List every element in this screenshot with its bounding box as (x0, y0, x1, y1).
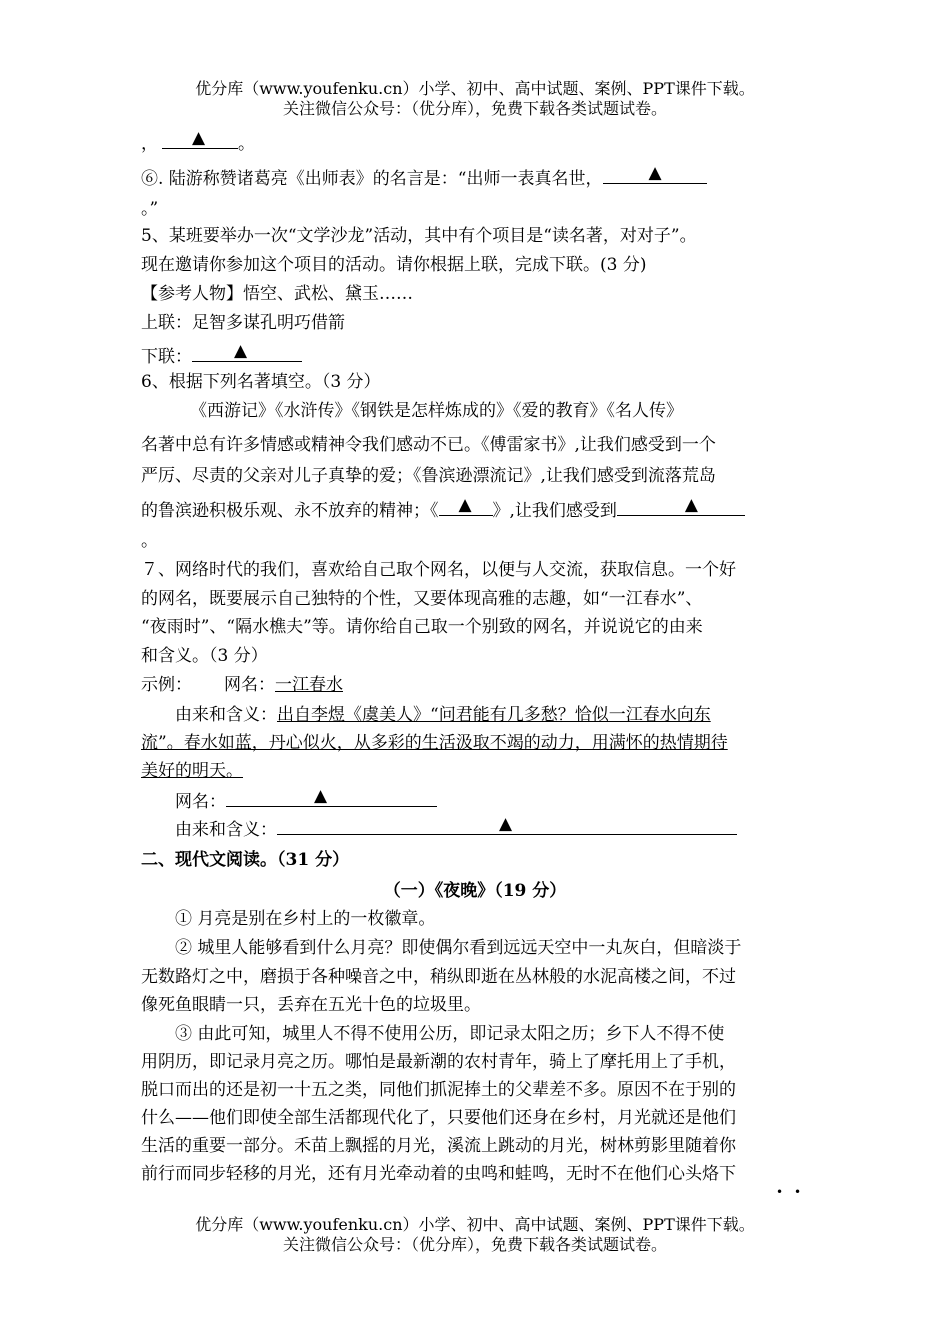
q7-line-4: 和含义。（3 分） (141, 646, 268, 666)
q7-answer-name: 网名： ▲ (175, 789, 437, 812)
paragraph-3-line-3: 脱口而出的还是初一十五之类，同他们抓泥捧土的父辈差不多。原因不在于别的 (141, 1080, 736, 1100)
paragraph-3-line-5: 生活的重要一部分。禾苗上飘摇的月光，溪流上跳动的月光，树林剪影里随着你 (141, 1136, 736, 1156)
answer-blank[interactable] (192, 341, 302, 362)
q7-origin-2: 流”。春水如蓝，丹心似火，从多彩的生活汲取不竭的动力，用满怀的热情期待 (141, 733, 728, 753)
q6-books: 《西游记》《水浒传》《钢铁是怎样炼成的》《爱的教育》《名人传》 (190, 401, 683, 421)
paragraph-2-line-2: 无数路灯之中，磨损于各种噪音之中，稍纵即逝在丛林般的水泥高楼之间，不过 (141, 967, 736, 987)
answer-blank[interactable] (603, 163, 707, 184)
header-line-2: 关注微信公众号：（优分库），免费下载各类试题试卷。 (282, 99, 667, 118)
footer-line-1: 优分库（www.youfenku.cn）小学、初中、高中试题、案例、PPT课件下载。 (195, 1215, 755, 1234)
header-line-1: 优分库（www.youfenku.cn）小学、初中、高中试题、案例、PPT课件下载。 (195, 79, 755, 98)
q5-line-2: 现在邀请你参加这个项目的活动。请你根据上联，完成下联。(3 分) (141, 255, 647, 275)
q6-line-3: 严厉、尽责的父亲对儿子真挚的爱；《鲁滨逊漂流记》,让我们感受到流落荒岛 (141, 466, 716, 486)
triangle-marker-icon: ▲ (314, 786, 328, 806)
answer-blank[interactable] (162, 128, 238, 149)
paragraph-3-line-4: 什么——他们即使全部生活都现代化了，只要他们还身在乡村，月光就还是他们 (141, 1108, 736, 1128)
q5-upper: 上联：足智多谋孔明巧借箭 (141, 313, 345, 333)
q4-continuation: ， ▲ 。 (141, 128, 255, 154)
footer-line-2: 关注微信公众号：（优分库），免费下载各类试题试卷。 (282, 1235, 667, 1254)
paragraph-3-line-6: 前行而同步轻移的月光，还有月光牵动着的虫鸣和蛙鸣，无时不在他们心头烙下 (141, 1164, 736, 1184)
triangle-marker-icon: ▲ (234, 341, 248, 361)
paragraph-2-line-3: 像死鱼眼睛一只，丢弃在五光十色的垃圾里。 (141, 995, 481, 1015)
q5-line-1: 5、某班要举办一次“文学沙龙”活动，其中有个项目是“读名著，对对子”。 (141, 226, 697, 246)
paragraph-2-line-1: ② 城里人能够看到什么月亮？即使偶尔看到远远天空中一丸灰白，但暗淡于 (175, 938, 742, 958)
q7-origin-1: 由来和含义：出自李煜《虞美人》“问君能有几多愁？恰似一江春水向东 (175, 705, 711, 725)
triangle-marker-icon: ▲ (684, 495, 698, 515)
q4-item6: ⑥. 陆游称赞诸葛亮《出师表》的名言是：“出师一表真名世， ▲ (141, 166, 707, 189)
paragraph-3-line-1: ③ 由此可知，城里人不得不使用公历，即记录太阳之历；乡下人不得不使 (175, 1024, 725, 1044)
answer-blank[interactable] (439, 495, 493, 516)
triangle-marker-icon: ▲ (499, 814, 513, 834)
q5-ref: 【参考人物】悟空、武松、黛玉…… (141, 284, 413, 304)
emphasis-dot-icon: • (794, 1185, 802, 1199)
q7-example: 示例： 网名：一江春水 (141, 675, 343, 695)
emphasis-dot-icon: • (776, 1185, 784, 1199)
q6-line-5: 。 (141, 531, 158, 551)
section-2-subtitle: （一）《夜晚》（19 分） (383, 881, 567, 901)
section-2-title: 二、现代文阅读。（31 分） (141, 850, 350, 870)
q6-line-4: 的鲁滨逊积极乐观、永不放弃的精神；《 ▲ 》,让我们感受到 ▲ (141, 498, 745, 521)
q7-origin-3: 美好的明天。 (141, 761, 243, 781)
triangle-marker-icon: ▲ (648, 163, 662, 183)
q7-answer-origin: 由来和含义： ▲ (175, 817, 737, 840)
q7-line-1: ７、网络时代的我们，喜欢给自己取个网名，以便与人交流，获取信息。一个好 (141, 560, 736, 580)
q7-line-3: “夜雨时”、“隔水樵夫”等。请你给自己取一个别致的网名，并说说它的由来 (141, 617, 703, 637)
paragraph-1: ① 月亮是别在乡村上的一枚徽章。 (175, 909, 436, 929)
q6-line-1: 6、根据下列名著填空。（3 分） (141, 372, 381, 392)
q7-line-2: 的网名，既要展示自己独特的个性，又要体现高雅的志趣，如“一江春水”、 (141, 589, 703, 609)
paragraph-3-line-2: 用阴历，即记录月亮之历。哪怕是最新潮的农村青年，骑上了摩托用上了手机， (141, 1052, 736, 1072)
triangle-marker-icon: ▲ (458, 495, 472, 515)
q6-line-2: 名著中总有许多情感或精神令我们感动不已。《傅雷家书》,让我们感受到一个 (141, 435, 716, 455)
q5-lower: 下联： ▲ (141, 344, 302, 367)
triangle-marker-icon: ▲ (192, 128, 206, 148)
q4-item6-end: 。” (141, 199, 159, 219)
answer-blank[interactable] (617, 495, 745, 516)
